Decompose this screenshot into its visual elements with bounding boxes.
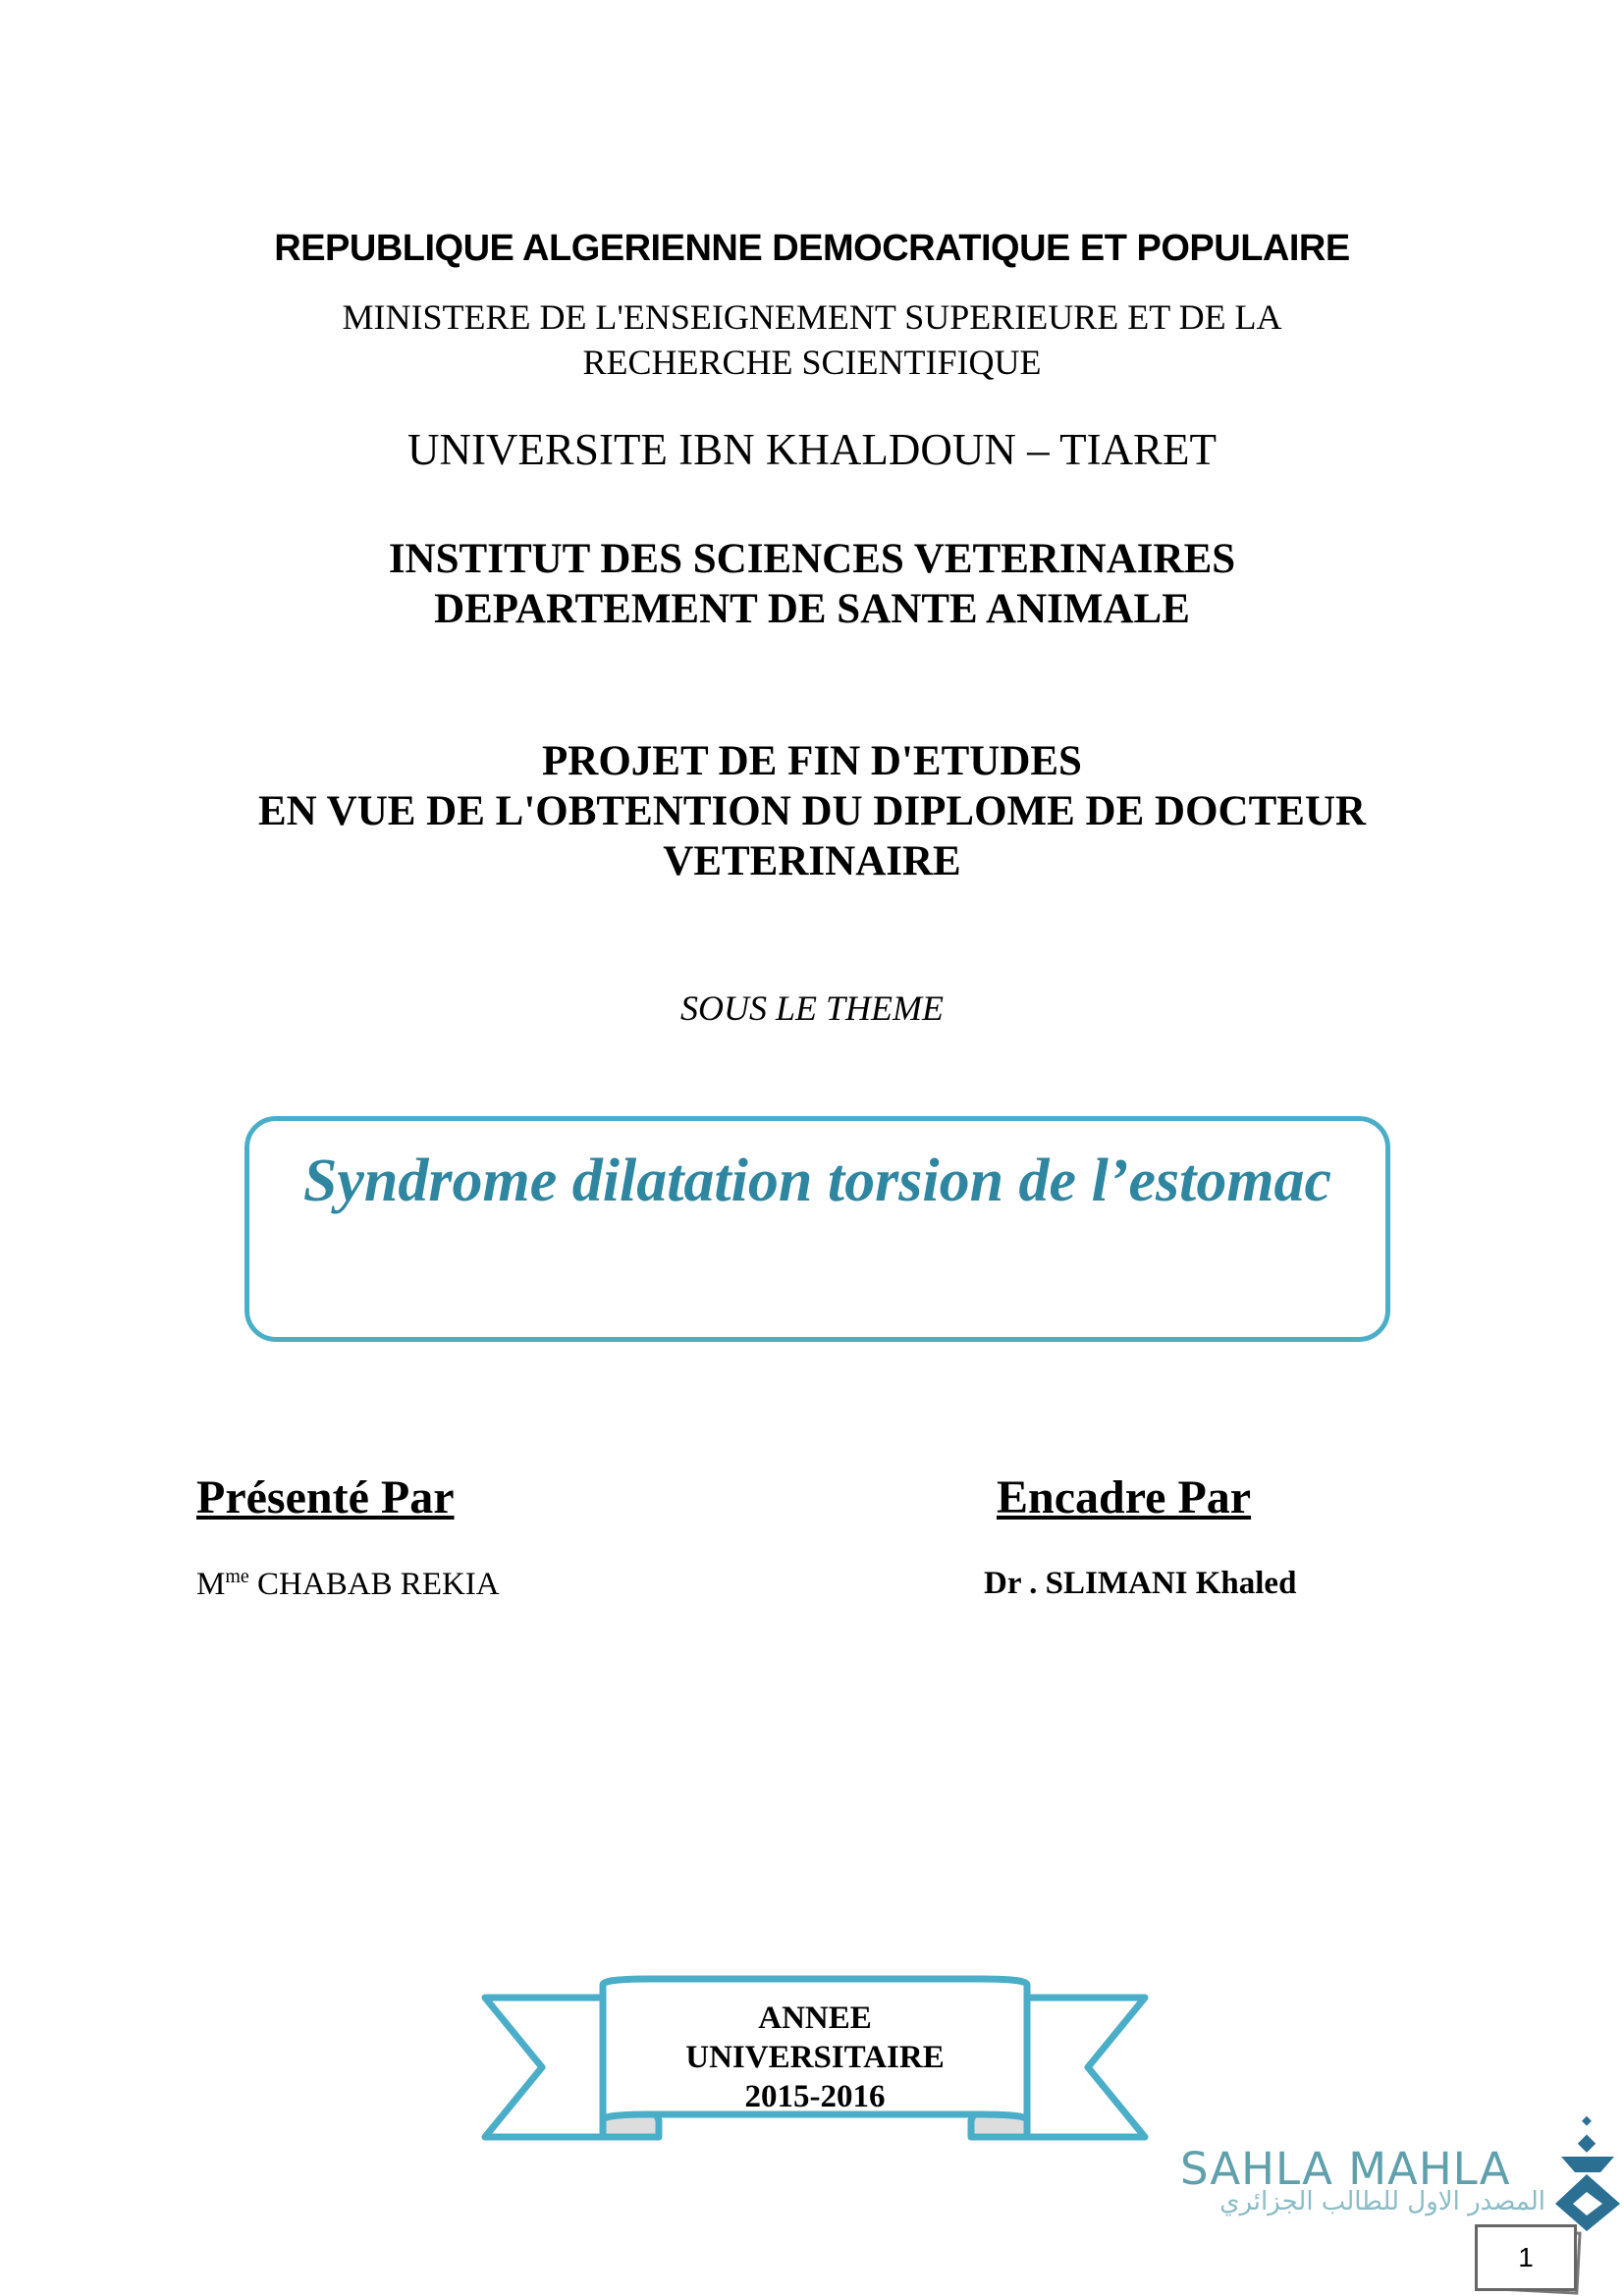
logo-emblem-icon (1551, 2115, 1624, 2233)
presenter-sup: me (225, 1566, 249, 1587)
ministry-line-1: MINISTERE DE L'ENSEIGNEMENT SUPERIEURE ET DE LA (342, 297, 1282, 337)
project-line-1: PROJET DE FIN D'ETUDES (542, 738, 1082, 784)
academic-year (471, 1999, 1159, 2116)
presented-by-label: Présenté Par (196, 1471, 455, 1523)
presenter-prefix: M (196, 1567, 226, 1602)
year-line-1: ANNEE (758, 2001, 872, 2036)
project-block (0, 736, 1624, 886)
year-line-2: UNIVERSITAIRE (685, 2040, 945, 2075)
presenter (196, 1566, 500, 1603)
university-name: UNIVERSITE IBN KHALDOUN – TIARET (406, 425, 1218, 474)
republic-heading: REPUBLIQUE ALGERIENNE DEMOCRATIQUE ET POPULAIRE (274, 228, 1350, 269)
ministry-line-2: RECHERCHE SCIENTIFIQUE (582, 343, 1042, 382)
supervised-by-label: Encadre Par (997, 1471, 1252, 1523)
logo-arabic-text: المصدر الاول للطالب الجزائري (1219, 2187, 1545, 2216)
institute-name: INSTITUT DES SCIENCES VETERINAIRES (388, 536, 1236, 582)
logo-text: SAHLA MAHLA (1180, 2143, 1511, 2195)
project-line-3: VETERINAIRE (663, 838, 961, 884)
project-line-2: EN VUE DE L'OBTENTION DU DIPLOME DE DOCTEUR (257, 788, 1367, 834)
ministry-heading (0, 294, 1624, 385)
supervisor-name: Dr . SLIMANI Khaled (984, 1566, 1297, 1601)
title-box (244, 1116, 1390, 1342)
department-name: DEPARTEMENT DE SANTE ANIMALE (434, 586, 1190, 632)
presenter-name: CHABAB REKIA (248, 1567, 500, 1602)
year-line-3: 2015-2016 (744, 2079, 886, 2114)
institute-block (0, 534, 1624, 634)
theme-label: SOUS LE THEME (680, 988, 944, 1028)
thesis-title: Syndrome dilatation torsion de l’estomac (302, 1148, 1332, 1214)
page-number: 1 (1475, 2224, 1577, 2291)
